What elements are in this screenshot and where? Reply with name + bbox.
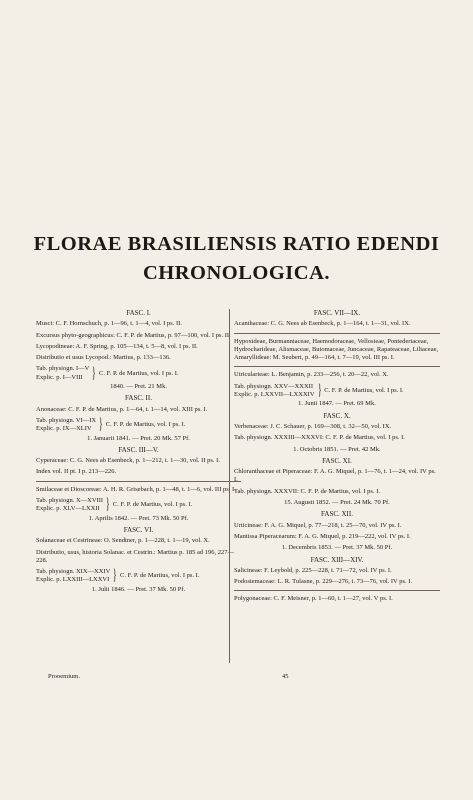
fascicle-heading: FASC. II. [125,394,152,403]
plates-lines [36,497,105,514]
brace-glyph: } [113,567,118,585]
publication-date-price: 1. Decembris 1853. — Pret. 37 Mk. 50 Pf. [281,544,393,552]
entry-text: Index vol. II pt. I p. 213—226. [36,468,117,476]
plates-author: C. F. P. de Martius, vol. I ps. I. [99,369,179,377]
entry-text: Chloranthaceae et Piperaceae: F. A. G. Miquel, p. 1—76, t. 1—24, vol. IV ps. I. [234,468,436,484]
entry-text: Cyperaceae: C. G. Nees ab Esenbeck, p. 1—212, t. 1—30, vol. II ps. I. [36,457,220,465]
fascicle-heading: FASC. VII—IX. [313,309,361,317]
entry-text: Distributio, usus, historia Solanac. et Cestrin.: Martius p. 185 ad 196, 227—228. [36,548,235,564]
plates-brace-group [36,365,241,382]
plates-line: Tab. physiogn. XIX—XXIV [36,568,111,576]
entry-text: Polygonaceae: C. F. Meisner, p. 1—60, t. 1—27, vol. V ps. I. [234,595,393,603]
brace-glyph: } [317,382,322,400]
plates-line: Explic. p. I—VIII [36,373,83,381]
right-column [234,309,440,607]
plates-line: Explic. p. LXXVII—LXXXIV [234,391,315,399]
plates-author: C. F. P. de Martius, vol. I ps. I. [324,386,404,394]
entry-text: Utricularieae: L. Benjamin, p. 233—256, t. 20—22, vol. X. [234,371,389,379]
plates-lines [234,383,317,400]
footer-section-label: Prooemium. [48,673,80,680]
fascicle-heading: FASC. X. [323,411,351,420]
fascicle-heading: FASC. XI. [322,456,352,465]
plates-lines [36,568,112,585]
entry-text: Smilaceae et Dioscoreae: A. H. R. Grisebach, p. 1—48, t. 1—6, vol. III ps. I. [36,485,236,493]
section-rule [234,333,440,334]
plates-line: Explic. p. XLV—LXXII [36,505,100,513]
publication-date-price: 1. Januarii 1841. — Pret. 20 Mk. 57 Pf. [87,434,190,442]
entry-text: Salicineae: F. Leybold, p. 225—228, t. 71—72, vol. IV ps. I. [234,566,392,574]
plates-line: Tab. physiogn. I—V [36,365,90,373]
plates-line: Tab. physiogn. X—XVIII [36,497,104,505]
entry-text: Anonaceae: C. F. P. de Martius, p. 1—64, t. 1—14, vol. XIII ps. I. [36,405,208,413]
entry-text: Excursus phyto-geographicus: C. F. P. de Martius, p. 97—100, vol. I ps. II. [36,331,231,339]
plates-brace-group [36,568,241,585]
entry-text: Solanaceae et Cestrineae: O. Sendtner, p. 1—228, t. 1—19, vol. X. [36,537,210,545]
brace-glyph: } [106,496,110,514]
brace-glyph: } [92,364,97,382]
plates-line: Tab. physiogn. VI—IX [36,416,97,424]
plates-lines [36,417,98,434]
plates-line: Explic. p. LXXIII—LXXVI [36,576,110,584]
section-rule [234,366,440,367]
plates-brace-group [36,497,241,514]
plates-line: Explic. p. IX—XLIV [36,425,92,433]
entry-text: Lycopodineae: A. F. Spring, p. 105—134, t. 5—8, vol. I ps. II. [36,342,198,350]
entry-text: Verbenaceae: J. C. Schauer, p. 169—308, t. 32—50, vol. IX. [234,422,392,430]
left-column [36,309,241,597]
fascicle-heading: FASC. VI. [123,525,154,534]
entry-text: Tab. physiogn. XXXIII—XXXVI: C. F. P. de Martius, vol. I ps. I. [234,434,405,442]
fascicle-heading: FASC. XIII—XIV. [310,555,364,564]
section-rule [36,481,241,482]
page-title-line1: FLORAE BRASILIENSIS RATIO EDENDI [33,233,440,255]
plates-line: Tab. physiogn. XXV—XXXII [234,382,313,390]
page-title-line2: CHRONOLOGICA. [142,262,331,284]
fascicle-heading: FASC. XII. [321,510,353,519]
plates-author: C. F. P. de Martius, vol. I ps. I. [112,501,193,509]
fascicle-heading: FASC. I. [126,309,151,317]
plates-author: C. F. P. de Martius, vol. I ps. I. [105,421,186,429]
plates-lines [36,365,91,382]
publication-date-price: 1840. — Pret. 21 Mk. [110,383,167,391]
plates-brace-group [234,383,440,400]
publication-date-price: 1. Aprilis 1842. — Pret. 73 Mk. 50 Pf. [88,514,189,522]
publication-date-price: 15. Augusti 1852. — Pret. 24 Mk. 70 Pf. [284,499,390,507]
entry-text: Acanthaceae: C. G. Nees ab Esenbeck, p. 1—164, t. 1—31, vol. IX. [234,320,411,328]
publication-date-price: 1. Junii 1847. — Pret. 69 Mk. [298,400,376,408]
entry-text: Hypoxideae, Burmanniaceae, Haemodoraceae, Vellosieae, Pontederiaceae, Hydrocharideae, Alismaceae, Butomaceae, Juncaceae, Rapateaceae, Liliaceae, Amaryllideae: M. Seubert, p. 49—164, t. 7—19, vol. III ps. I. [234,337,439,362]
column-divider [229,309,230,663]
plates-brace-group [36,417,241,434]
entry-text: Urticineae: F. A. G. Miquel, p. 77—218, t. 25—70, vol. IV ps. I. [234,521,402,529]
entry-text: Podostemaceae: L. R. Tulasne, p. 229—276, t. 73—76, vol. IV ps. I. [234,578,413,586]
brace-glyph: } [99,416,103,434]
entry-text: Musci: C. F. Hornschuch, p. 1—96, t. 1—4, vol. I ps. II. [36,320,182,328]
publication-date-price: 1. Octobris 1851. — Pret. 42 Mk. [293,445,381,453]
section-rule [234,590,440,591]
page-number: 45 [282,673,289,680]
plates-author: C. F. P. de Martius, vol. I ps. I. [119,572,200,580]
entry-text: Mantissa Piperacearum: F. A. G. Miquel, p. 219—222, vol. IV ps. I. [234,532,411,540]
entry-text: Distributio et usus Lycopod.: Martius, p. 133—136. [36,354,171,362]
publication-date-price: 1. Julii 1846. — Pret. 37 Mk. 50 Pf. [91,585,186,593]
entry-text: Tab. physiogn. XXXVII: C. F. P. de Martius, vol. I ps. I. [234,487,380,495]
fascicle-heading: FASC. III—V. [118,445,159,454]
